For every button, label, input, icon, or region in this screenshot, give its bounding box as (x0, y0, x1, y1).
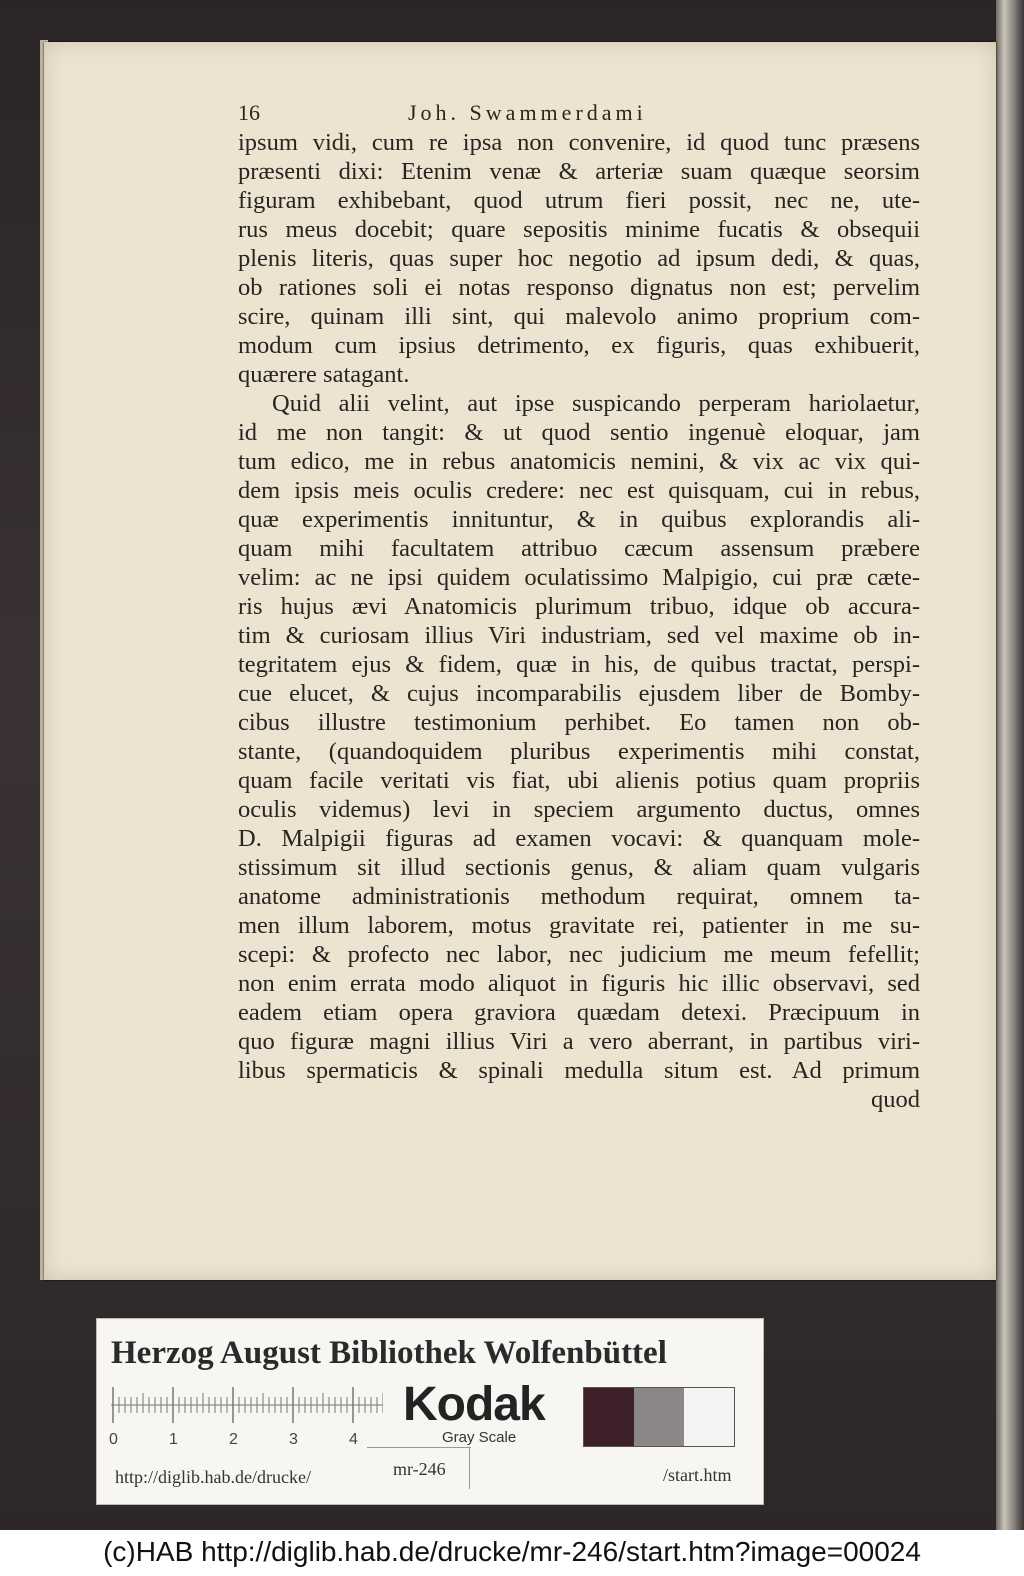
text-line: præsenti dixi: Etenim venæ & arteriæ suam quæque seorsim (238, 158, 920, 185)
url-id: mr-246 (393, 1459, 446, 1479)
text-line: plenis literis, quas super hoc negotio ad ipsum dedi, & quas, (238, 245, 920, 272)
body-text (238, 128, 920, 1114)
text-line: men illum laborem, motus gravitate rei, patienter in me su- (238, 912, 920, 939)
gray-scale-label: Gray Scale (442, 1429, 517, 1446)
text-line: quo figuræ magni illius Viri a vero aberrant, in partibus viri- (238, 1028, 920, 1055)
ruler (109, 1385, 383, 1448)
page-number: 16 (238, 100, 260, 125)
ruler-label-1: 1 (169, 1431, 178, 1448)
text-line: velim: ac ne ipsi quidem oculatissimo Malpigio, cui præ cæte- (238, 564, 920, 591)
text-line: rus meus docebit; quare sepositis minime fucatis & obsequii (238, 216, 920, 243)
library-name: Herzog August Bibliothek Wolfenbüttel (111, 1335, 667, 1371)
text-line: anatome administrationis methodum requirat, omnem ta- (238, 883, 920, 910)
text-line: tim & curiosam illius Viri industriam, sed vel maxime ob in- (238, 622, 920, 649)
card-divider (367, 1447, 471, 1448)
text-line: Quid alii velint, aut ipse suspicando perperam hariolaetur, (272, 390, 920, 417)
text-line: quod (871, 1086, 920, 1113)
text-line: libus spermaticis & spinali medulla situm est. Ad primum (238, 1057, 920, 1084)
text-line: ob rationes soli ei notas responso dignatus non est; pervelim (238, 274, 920, 301)
text-line: tegritatem ejus & fidem, quæ in his, de quibus tractat, perspi- (238, 651, 920, 678)
text-line: ris hujus ævi Anatomicis plurimum tribuo, idque ob accura- (238, 593, 920, 620)
card-divider-vertical (469, 1447, 470, 1489)
text-line: eadem etiam opera graviora quædam detexi. Præcipuum in (238, 999, 920, 1026)
text-line: cibus illustre testimonium perhibet. Eo tamen non ob- (238, 709, 920, 736)
url-end: /start.htm (663, 1465, 732, 1485)
text-line: id me non tangit: & ut quod sentio ingenuè eloquar, jam (238, 419, 920, 446)
text-line: stissimum sit illud sectionis genus, & aliam quam vulgaris (238, 854, 920, 881)
text-line: figuram exhibebant, quod utrum fieri possit, nec ne, ute- (238, 187, 920, 214)
page-header (238, 100, 918, 130)
text-line: modum cum ipsius detrimento, ex figuris, quas exhibuerit, (238, 332, 920, 359)
text-line: dem ipsis meis oculis credere: nec est quisquam, cui in rebus, (238, 477, 920, 504)
text-line: scire, quinam illi sint, qui malevolo animo proprium com- (238, 303, 920, 330)
ruler-label-4: 4 (349, 1431, 358, 1448)
image-caption: (c)HAB http://diglib.hab.de/drucke/mr-246/start.htm?image=00024 (103, 1536, 921, 1567)
library-card (96, 1318, 764, 1505)
caption-bar (0, 1530, 1024, 1576)
url-base: http://diglib.hab.de/drucke/ (115, 1467, 311, 1487)
text-line: non enim errata modo aliquot in figuris hic illic observavi, sed (238, 970, 920, 997)
ruler-label-3: 3 (289, 1431, 298, 1448)
text-line: scepi: & profecto nec labor, nec judicium me meum fefellit; (238, 941, 920, 968)
text-line: tum edico, me in rebus anatomicis nemini, & vix ac vix qui- (238, 448, 920, 475)
ruler-ticks (111, 1385, 383, 1425)
text-line: cue elucet, & cujus incomparabilis ejusdem liber de Bomby- (238, 680, 920, 707)
text-line: quæ experimentis innituntur, & in quibus explorandis ali- (238, 506, 920, 533)
ruler-label-2: 2 (229, 1431, 238, 1448)
text-line: D. Malpigii figuras ad examen vocavi: & quanquam mole- (238, 825, 920, 852)
swatch-mid (634, 1388, 684, 1446)
text-line: quam facile veritati vis fiat, ubi alienis potius quam propriis (238, 767, 920, 794)
text-line: quærere satagant. (238, 361, 410, 388)
gray-scale-swatches (583, 1387, 735, 1447)
swatch-light (684, 1388, 734, 1446)
text-line: ipsum vidi, cum re ipsa non convenire, id quod tunc præsens (238, 129, 920, 156)
book-edge (996, 0, 1024, 1530)
ruler-label-0: 0 (109, 1431, 118, 1448)
text-line: stante, (quandoquidem pluribus experimentis mihi constat, (238, 738, 920, 765)
text-line: oculis videmus) levi in speciem argumento ductus, omnes (238, 796, 920, 823)
text-line: quam mihi facultatem attribuo cæcum assensum præbere (238, 535, 920, 562)
kodak-logo: Kodak (403, 1378, 545, 1431)
running-title: Joh. Swammerdami (408, 100, 647, 125)
swatch-dark (584, 1388, 634, 1446)
